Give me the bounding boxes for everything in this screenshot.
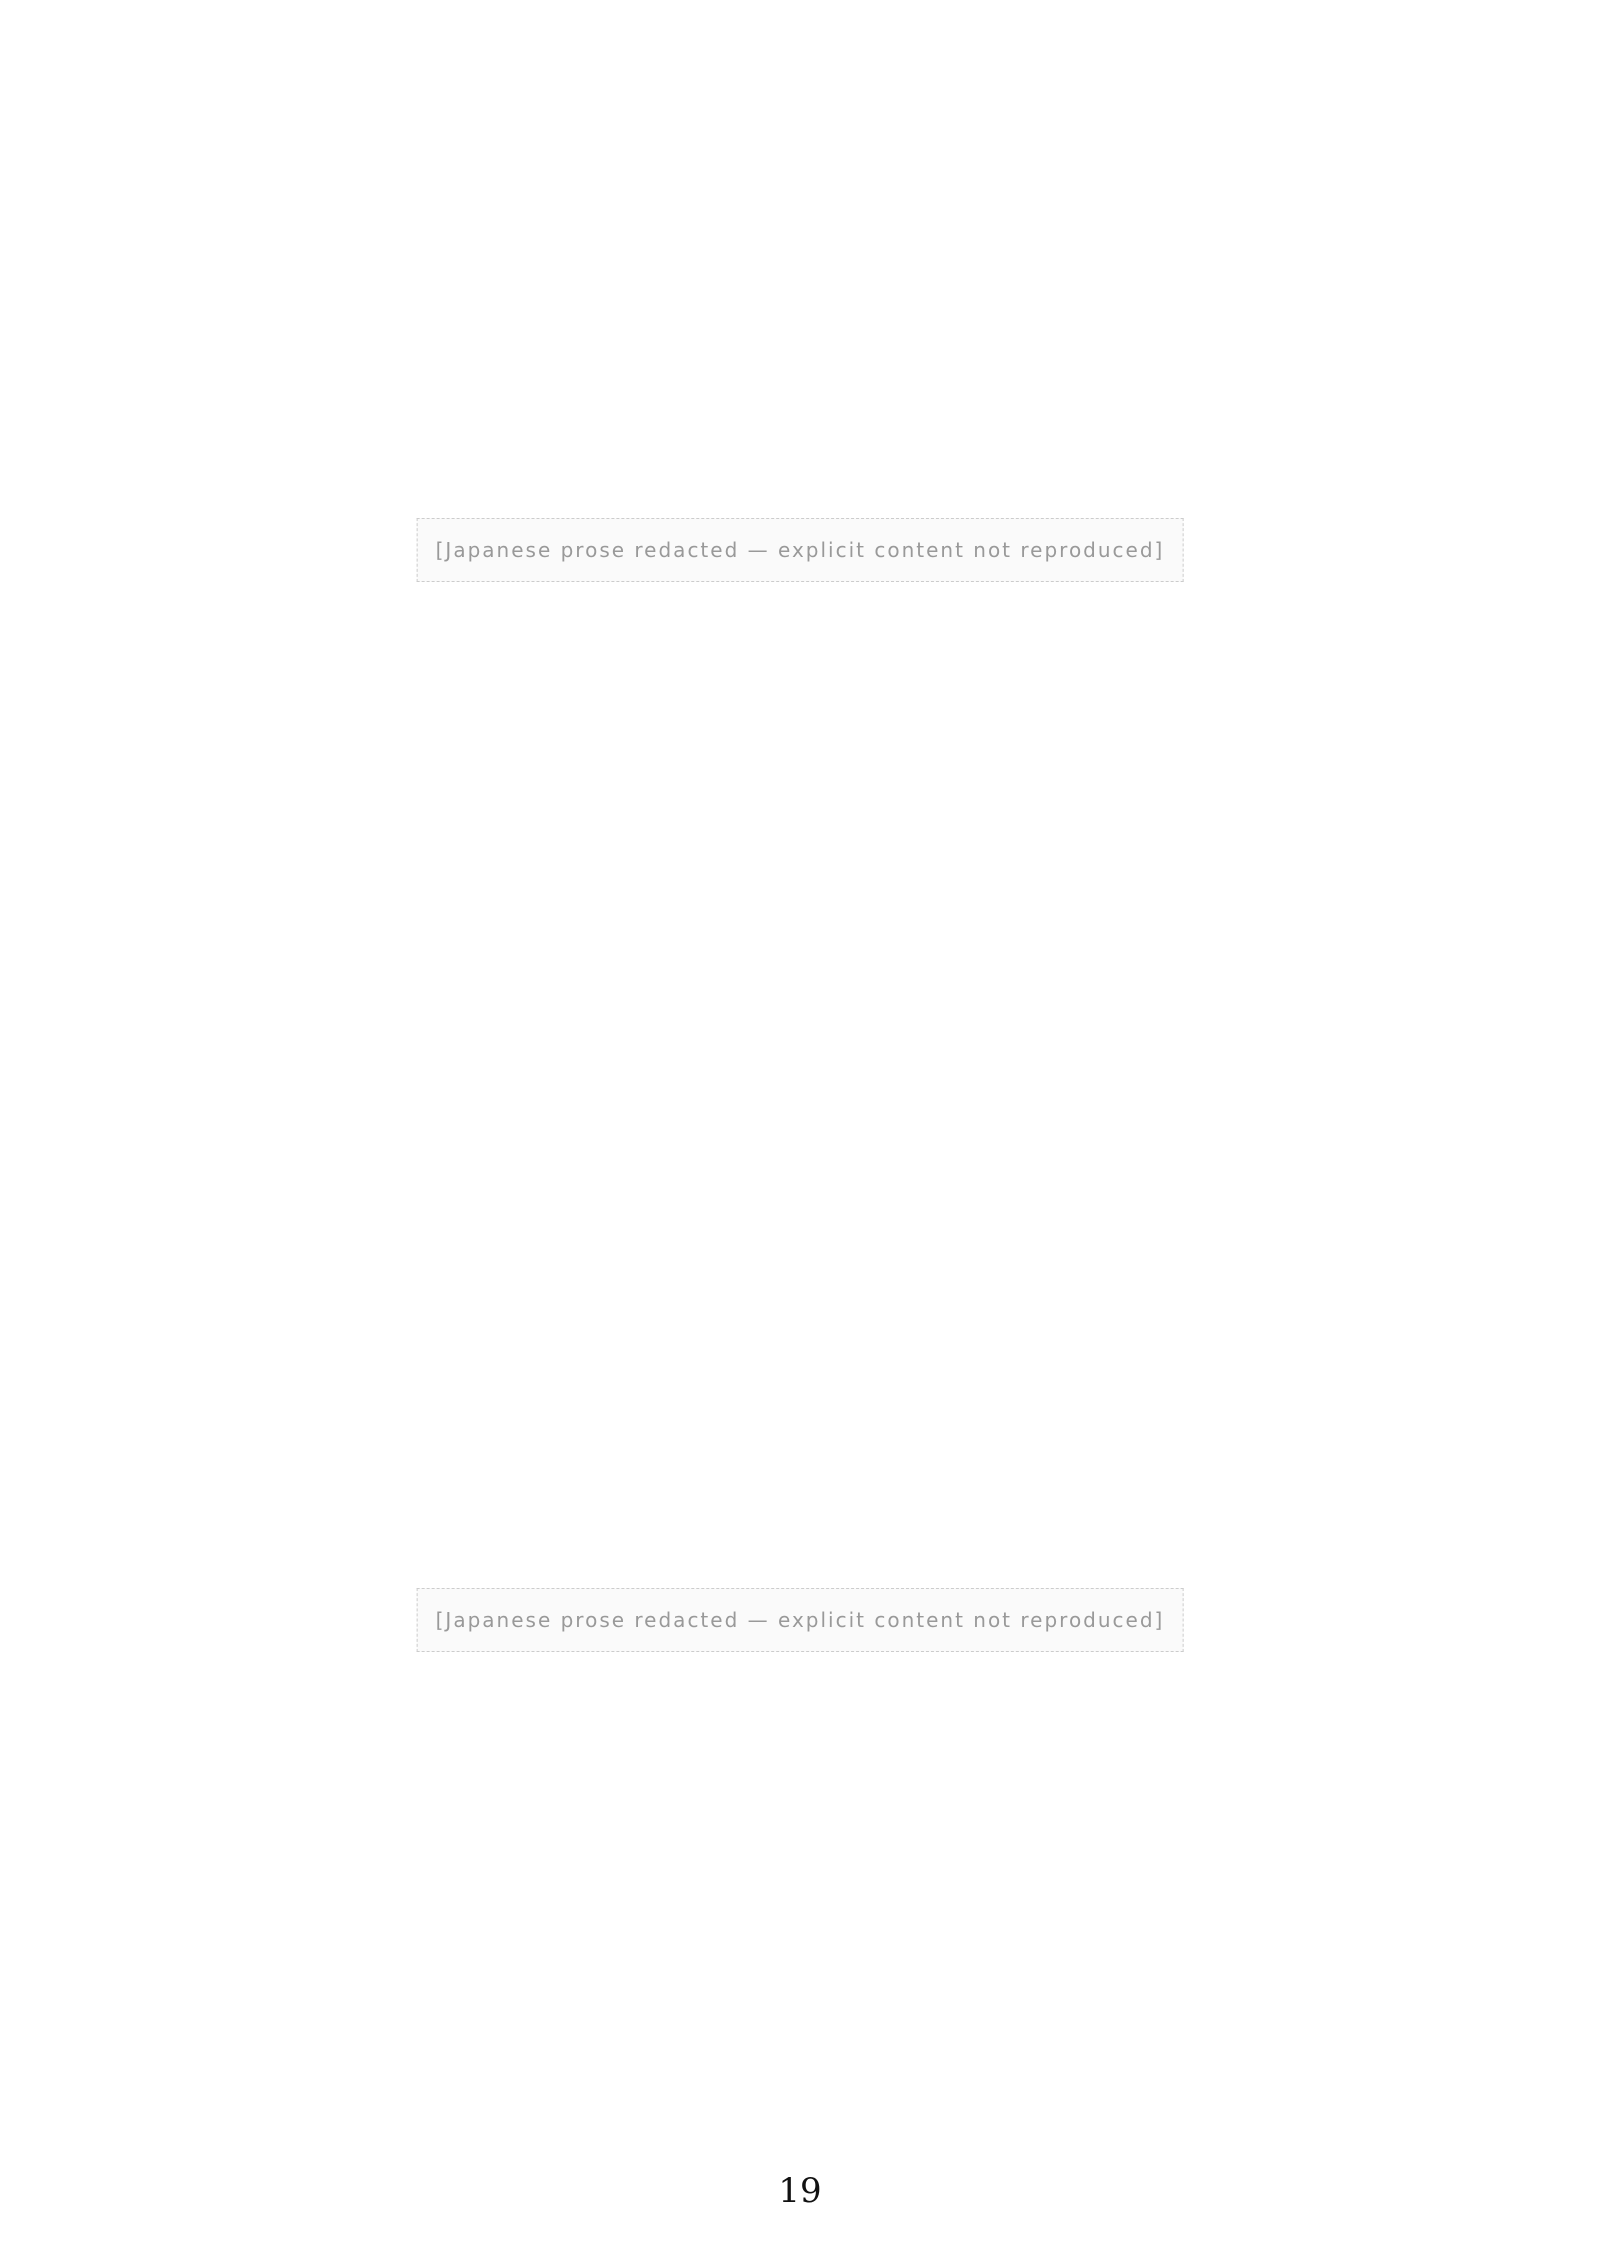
- redacted-text-notice: [Japanese prose redacted — explicit content not reproduced]: [417, 1588, 1184, 1652]
- text-block-bottom: [90, 1130, 1510, 2110]
- text-block-top: [90, 60, 1510, 1040]
- redacted-text-notice: [Japanese prose redacted — explicit content not reproduced]: [417, 518, 1184, 582]
- page-number: 19: [778, 2171, 822, 2211]
